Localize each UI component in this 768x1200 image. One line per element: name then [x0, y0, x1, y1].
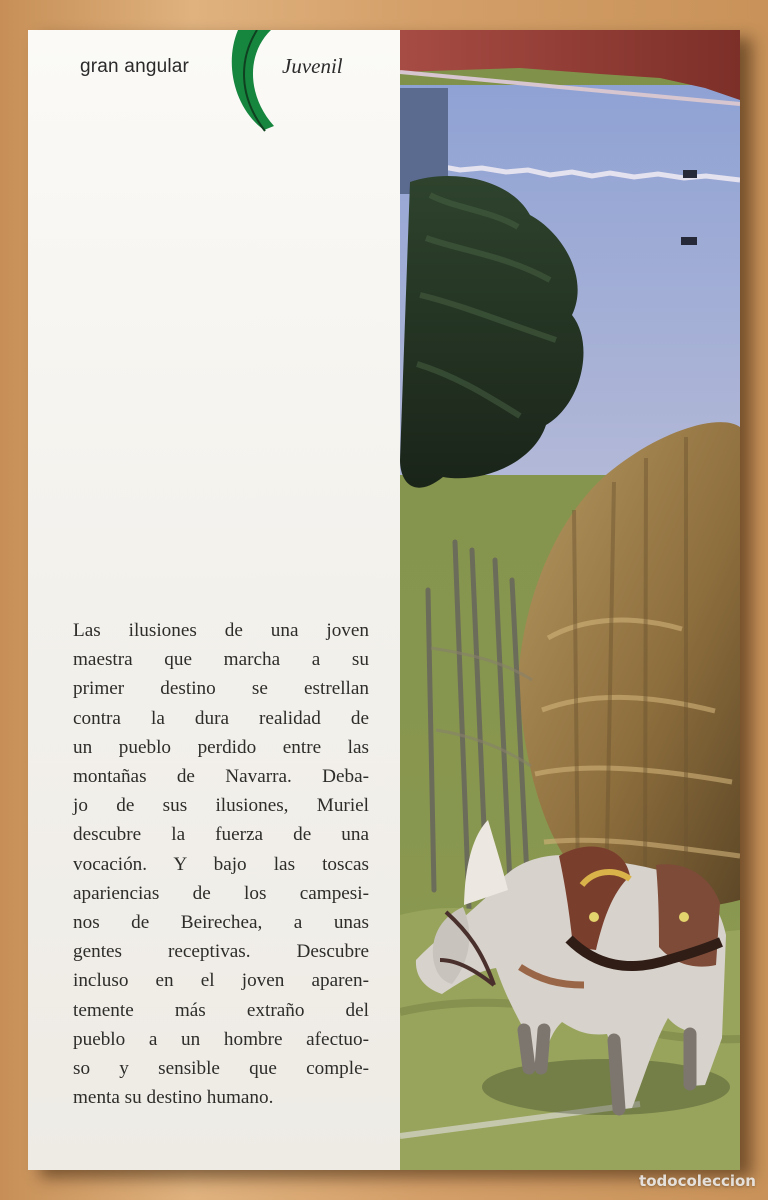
blurb-line: incluso en el joven aparen- [73, 970, 369, 992]
blurb-line: primer destino se estrellan [73, 678, 369, 700]
blurb-line: Las ilusiones de una joven [73, 620, 369, 641]
blurb-line: so y sensible que comple- [73, 1058, 369, 1080]
series-logo-icon [216, 30, 302, 132]
blurb-line: contra la dura realidad de [73, 707, 369, 729]
blurb-line: pueblo a un hombre afectuo- [73, 1028, 369, 1050]
collection-name: Juvenil [282, 54, 343, 78]
blurb-line: jo de sus ilusiones, Muriel [73, 795, 369, 817]
blurb-line: vocación. Y bajo las toscas [73, 853, 369, 875]
cover-photo [400, 30, 740, 1170]
blurb-line: descubre la fuerza de una [73, 824, 369, 846]
blurb-line: apariencias de los campesi- [73, 882, 369, 904]
rural-scene-illustration [400, 30, 740, 1170]
blurb-line: gentes receptivas. Descubre [73, 941, 369, 963]
series-name: gran angular [80, 56, 190, 77]
blurb-line: montañas de Navarra. Deba- [73, 766, 369, 788]
text-panel [28, 30, 400, 1170]
watermark: todocoleccion [639, 1172, 756, 1190]
blurb-line: menta su destino humano. [73, 1087, 274, 1109]
blurb-line: nos de Beirechea, a unas [73, 912, 369, 934]
back-cover-blurb [73, 616, 369, 1112]
blurb-line: temente más extraño del [73, 999, 369, 1021]
blurb-line: un pueblo perdido entre las [73, 736, 369, 758]
blurb-line: maestra que marcha a su [73, 649, 369, 671]
book-back-cover [28, 30, 740, 1170]
